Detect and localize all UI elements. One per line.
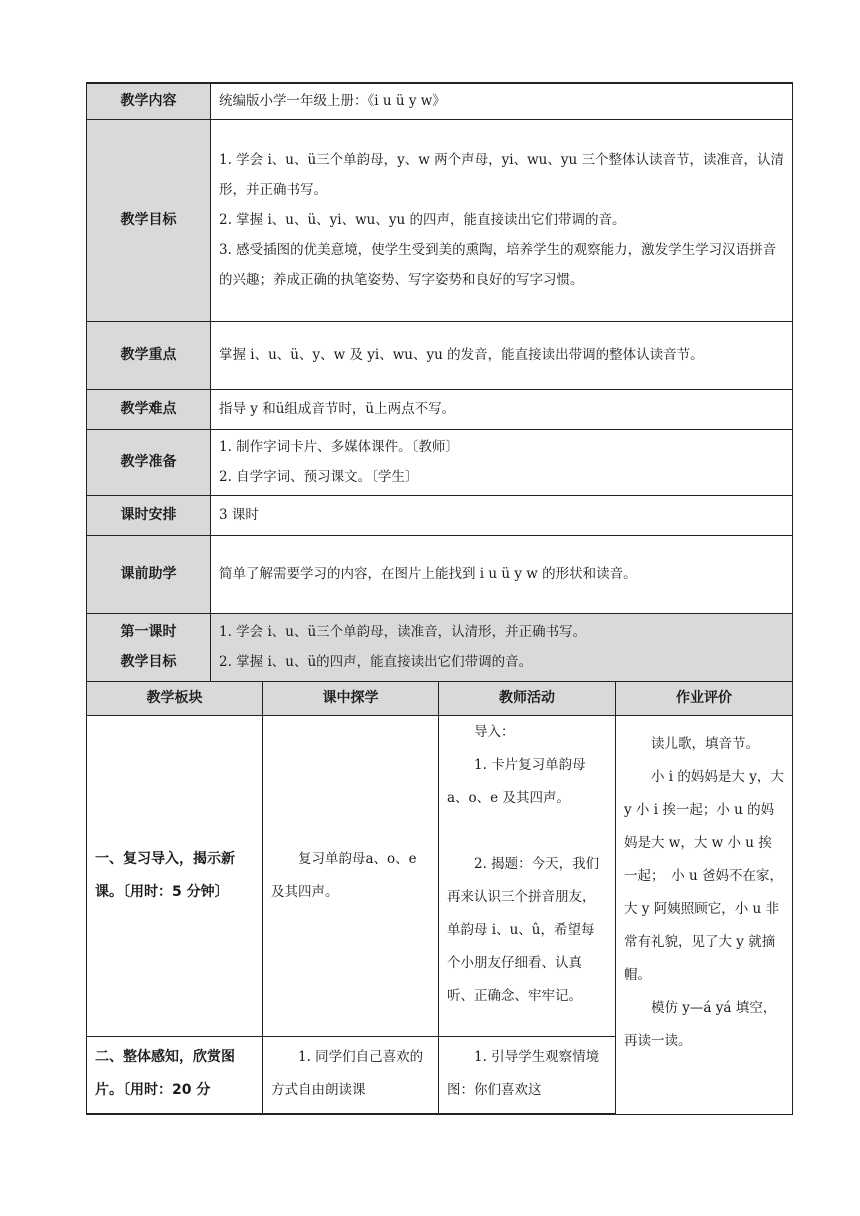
homework-line-3: 模仿 y—á yá 填空，再读一读。 bbox=[624, 999, 777, 1049]
schedule-line: 3 课时 bbox=[219, 507, 259, 523]
label-key-points: 教学重点 bbox=[87, 321, 211, 389]
label-difficulties: 教学难点 bbox=[87, 389, 211, 429]
objective-line-1: 1. 学会 i、u、ü三个单韵母，y、w 两个声母，yi、wu、yu 三个整体认读音节，读准音，认清形，并正确书写。 bbox=[219, 152, 784, 198]
row-content bbox=[87, 83, 793, 119]
section-2-explore bbox=[263, 1036, 439, 1114]
key-points-line: 掌握 i、u、ü、y、w 及 yi、wu、yu 的发音，能直接读出带调的整体认读音节。 bbox=[219, 347, 704, 363]
row-schedule bbox=[87, 495, 793, 535]
row-key-points bbox=[87, 321, 793, 389]
teacher-step-2: 2. 揭题：今天，我们再来认识三个拼音朋友，单韵母 i、u、û，希望每个小朋友仔细看、认真听、正确念、牢牢记。 bbox=[447, 855, 600, 1004]
label-schedule: 课时安排 bbox=[87, 495, 211, 535]
label-objectives: 教学目标 bbox=[87, 119, 211, 321]
teacher-intro: 导入： bbox=[474, 723, 515, 740]
section-2-teacher bbox=[439, 1036, 616, 1114]
preparation-line-2: 2. 自学字词、预习课文。〔学生〕 bbox=[219, 469, 419, 485]
label-content: 教学内容 bbox=[87, 83, 211, 119]
first-lesson-line-1: 1. 学会 i、u、ü三个单韵母，读准音，认清形，并正确书写。 bbox=[219, 624, 587, 640]
value-content bbox=[211, 83, 793, 119]
label-preparation: 教学准备 bbox=[87, 429, 211, 495]
section-2-block: 二、整体感知，欣赏图片。〔用时：20 分 bbox=[87, 1036, 263, 1114]
section-2-explore-text: 1. 同学们自己喜欢的方式自由朗读课 bbox=[271, 1048, 424, 1098]
value-first-lesson bbox=[211, 613, 793, 681]
value-objectives bbox=[211, 119, 793, 321]
value-key-points bbox=[211, 321, 793, 389]
section-1-teacher bbox=[439, 715, 616, 1036]
value-preview bbox=[211, 535, 793, 613]
first-lesson-label-1: 第一课时 bbox=[120, 624, 177, 640]
homework-line-1: 读儿歌，填音节。 bbox=[651, 735, 759, 752]
value-preparation bbox=[211, 429, 793, 495]
section-1-explore bbox=[263, 715, 439, 1036]
first-lesson-label-2: 教学目标 bbox=[120, 654, 177, 670]
row-preview bbox=[87, 535, 793, 613]
preview-line: 简单了解需要学习的内容，在图片上能找到 i u ü y w 的形状和读音。 bbox=[219, 566, 637, 582]
content-line: 统编版小学一年级上册：《i u ü y w》 bbox=[219, 93, 446, 110]
objective-line-2: 2. 掌握 i、u、ü、yi、wu、yu 的四声，能直接读出它们带调的音。 bbox=[219, 212, 626, 228]
lesson-plan-table bbox=[86, 82, 793, 1115]
section-2-teacher-text: 1. 引导学生观察情境图：你们喜欢这 bbox=[447, 1048, 600, 1098]
objective-line-3: 3. 感受插图的优美意境，使学生受到美的熏陶，培养学生的观察能力，激发学生学习汉语拼音的兴趣；养成正确的执笔姿势、写字姿势和良好的写字习惯。 bbox=[219, 242, 777, 288]
label-first-lesson bbox=[87, 613, 211, 681]
col-header-explore: 课中探学 bbox=[263, 681, 439, 715]
value-schedule bbox=[211, 495, 793, 535]
homework-cell bbox=[616, 715, 793, 1114]
row-difficulties bbox=[87, 389, 793, 429]
section-1-block: 一、复习导入，揭示新课。〔用时：5 分钟〕 bbox=[87, 715, 263, 1036]
col-header-teacher: 教师活动 bbox=[439, 681, 616, 715]
homework-line-2: 小 i 的妈妈是大 y，大 y 小 i 挨一起；小 u 的妈妈是大 w，大 w 小 u 挨一起； 小 u 爸妈不在家，大 y 阿姨照顾它，小 u 非常有礼貌，见了大 y 就摘帽。 bbox=[624, 768, 784, 983]
lesson-plan-page bbox=[86, 82, 792, 1115]
row-objectives bbox=[87, 119, 793, 321]
teacher-step-1: 1. 卡片复习单韵母a、o、e 及其四声。 bbox=[447, 756, 586, 806]
value-difficulties bbox=[211, 389, 793, 429]
col-header-block: 教学板块 bbox=[87, 681, 263, 715]
label-preview: 课前助学 bbox=[87, 535, 211, 613]
section-1-explore-text: 复习单韵母a、o、e 及其四声。 bbox=[271, 850, 417, 900]
row-preparation bbox=[87, 429, 793, 495]
column-header-row bbox=[87, 681, 793, 715]
section-1-row bbox=[87, 715, 793, 1036]
row-first-lesson bbox=[87, 613, 793, 681]
first-lesson-line-2: 2. 掌握 i、u、ü的四声，能直接读出它们带调的音。 bbox=[219, 654, 533, 670]
col-header-homework: 作业评价 bbox=[616, 681, 793, 715]
difficulties-line: 指导 y 和ü组成音节时，ü上两点不写。 bbox=[219, 401, 456, 417]
preparation-line-1: 1. 制作字词卡片、多媒体课件。〔教师〕 bbox=[219, 439, 459, 455]
